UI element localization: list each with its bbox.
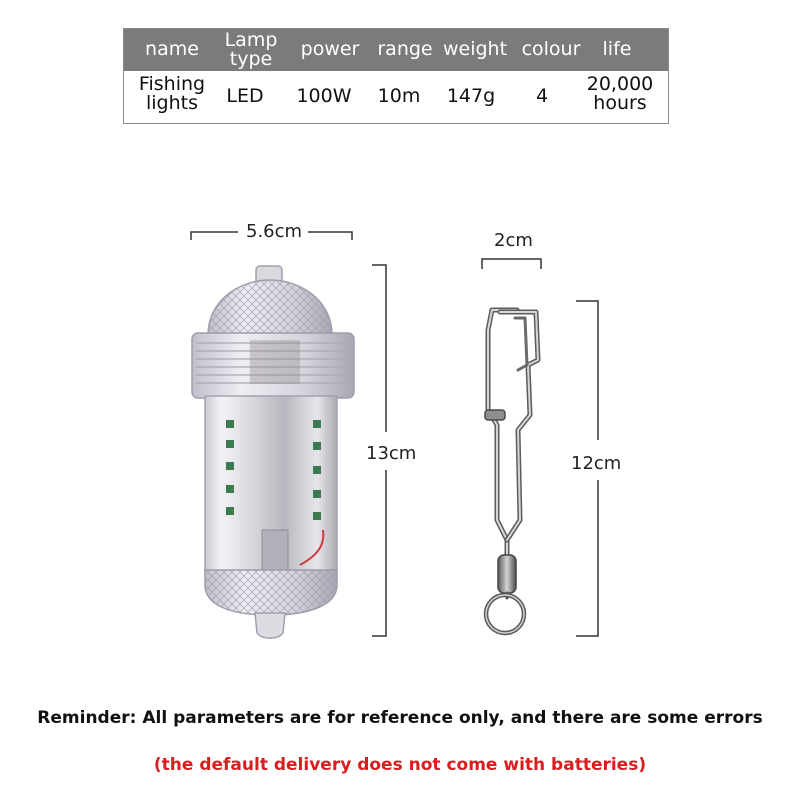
header-weight: weight [442, 38, 508, 60]
lamp-height-label: 13cm [366, 443, 417, 464]
reminder-note: Reminder: All parameters are for reference only, and there are some errors [37, 708, 763, 728]
value-life: 20,000 hours [586, 73, 654, 114]
header-range: range [377, 38, 433, 60]
value-weight: 147g [446, 85, 496, 107]
header-colour: colour [521, 38, 581, 60]
value-colour: 4 [535, 85, 549, 107]
fishing-lamp-image [192, 266, 354, 638]
snap-clip-image [485, 310, 538, 633]
value-lamp-type: LED [226, 85, 264, 107]
value-name: Fishing lights [138, 73, 206, 114]
clip-width-dimension [482, 259, 541, 269]
value-power: 100W [296, 85, 352, 107]
clip-height-label: 12cm [571, 453, 622, 474]
header-lamp-type: Lamp type [224, 29, 278, 70]
header-name: name [145, 38, 199, 60]
value-range: 10m [377, 85, 421, 107]
header-life: life [602, 38, 632, 60]
lamp-width-label: 5.6cm [246, 221, 303, 242]
battery-note: (the default delivery does not come with batteries) [153, 755, 647, 775]
clip-width-label: 2cm [494, 230, 533, 251]
header-power: power [300, 38, 360, 60]
